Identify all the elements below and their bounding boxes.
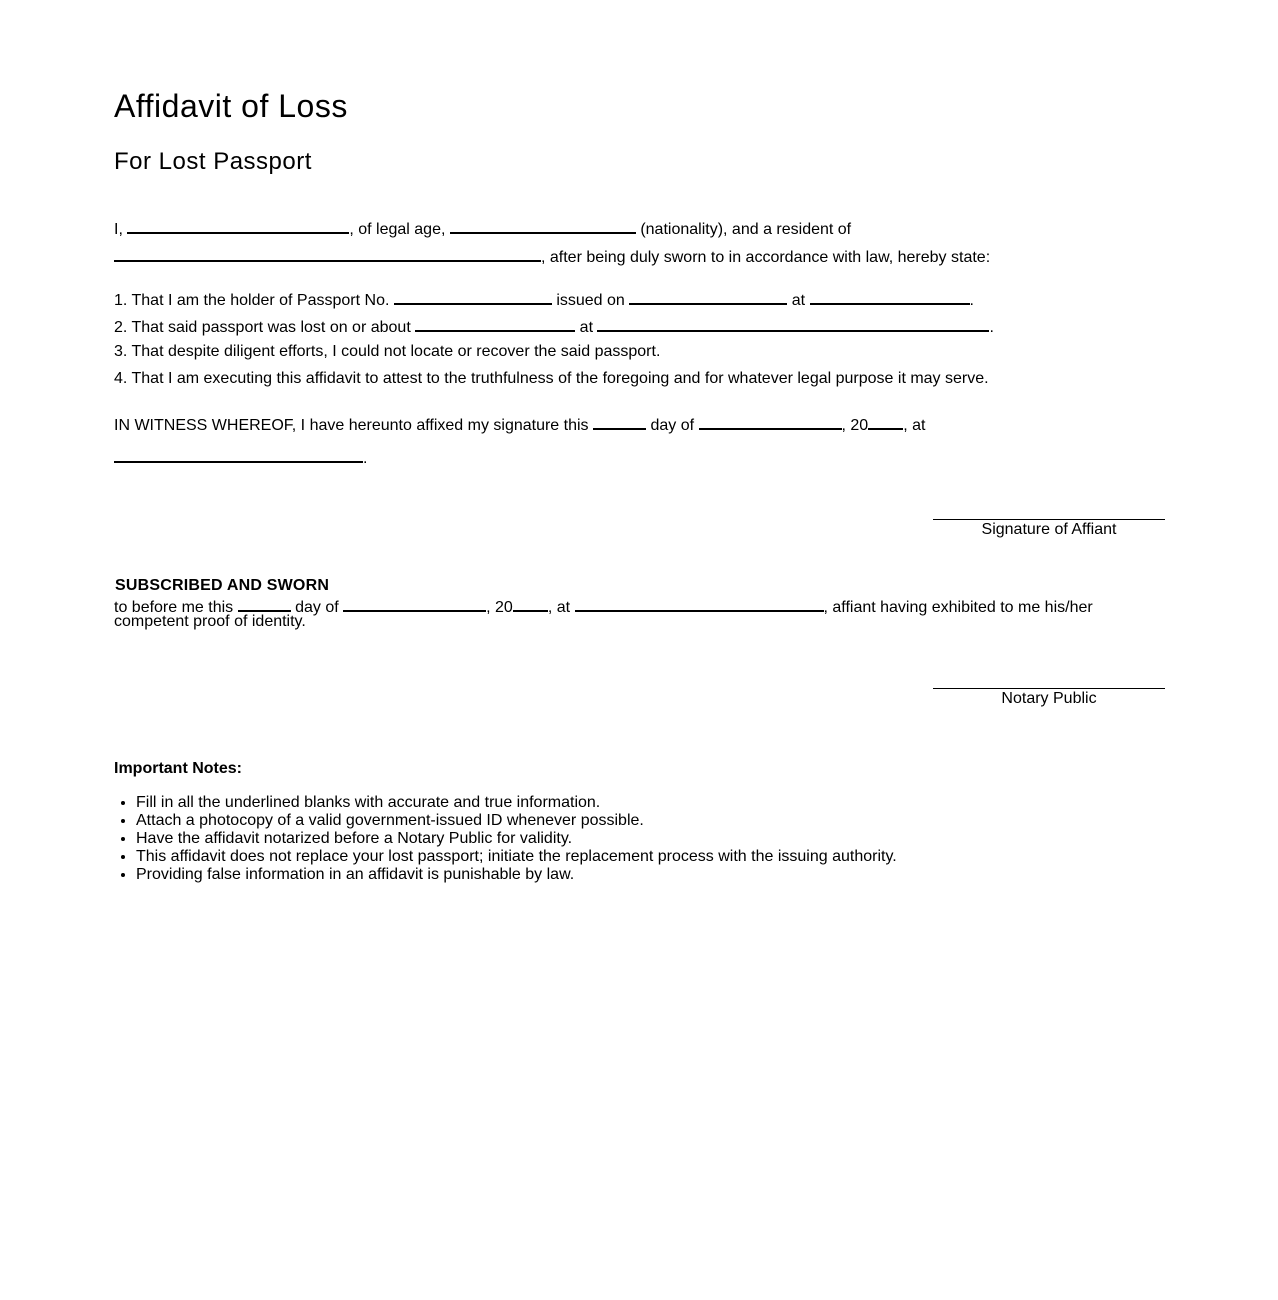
residence-blank[interactable]: [114, 245, 541, 262]
statement-1-issued-on: issued on: [556, 292, 625, 309]
list-item: • Have the affidavit notarized before a Notary Public for validity.: [136, 830, 897, 848]
list-item: • Providing false information in an affidavit is punishable by law.: [136, 866, 897, 884]
notary-signature-label: Notary Public: [1001, 690, 1097, 707]
witness-period: .: [363, 450, 368, 467]
sworn-day-of: day of: [295, 599, 339, 616]
statement-2-at: at: [579, 319, 594, 336]
sworn-place-blank[interactable]: [575, 595, 824, 612]
affiant-signature-label: Signature of Affiant: [981, 521, 1117, 538]
statement-4: 4. That I am executing this affidavit to attest to the truthfulness of the foregoing and for whatever legal purpose it may serve.: [114, 370, 989, 387]
witness-place-blank[interactable]: [114, 446, 363, 463]
sworn-year-blank[interactable]: [513, 595, 548, 612]
statement-3: 3. That despite diligent efforts, I could not locate or recover the said passport.: [114, 343, 661, 360]
witness-year-blank[interactable]: [868, 413, 903, 430]
sworn-day-blank[interactable]: [238, 595, 291, 612]
witness-line-2: [114, 446, 367, 469]
sworn-heading: SUBSCRIBED AND SWORN: [115, 577, 330, 594]
passport-number-blank[interactable]: [394, 288, 552, 305]
document-subtitle: For Lost Passport: [114, 148, 312, 175]
list-item: • Fill in all the underlined blanks with accurate and true information.: [136, 794, 897, 812]
sworn-year-prefix: , 20: [486, 599, 513, 616]
notary-signature-line[interactable]: [933, 688, 1165, 708]
statement-2: [114, 315, 994, 338]
loss-place-blank[interactable]: [597, 315, 989, 332]
loss-date-blank[interactable]: [415, 315, 575, 332]
intro-nationality-label: (nationality), and a resident of: [640, 221, 852, 238]
sworn-suffix: , affiant having exhibited to me his/her: [823, 599, 1093, 616]
witness-year-prefix: , 20: [841, 417, 869, 434]
sworn-month-blank[interactable]: [343, 595, 486, 612]
witness-day-of: day of: [650, 417, 695, 434]
issue-place-blank[interactable]: [810, 288, 970, 305]
statement-1: [114, 288, 974, 311]
sworn-line-2: competent proof of identity.: [114, 613, 306, 630]
witness-line-1: [114, 413, 925, 436]
statement-2-text: 2. That said passport was lost on or about: [114, 319, 411, 336]
list-item: • This affidavit does not replace your lost passport; initiate the replacement process with the issuing authority.: [136, 848, 897, 866]
list-item: • Attach a photocopy of a valid government-issued ID whenever possible.: [136, 812, 897, 830]
notes-heading: Important Notes:: [114, 760, 242, 777]
intro-prefix: I,: [114, 221, 123, 238]
affiant-name-blank[interactable]: [127, 217, 349, 234]
witness-day-blank[interactable]: [593, 413, 646, 430]
document-title: Affidavit of Loss: [114, 88, 348, 124]
statement-1-at: at: [791, 292, 806, 309]
affiant-signature-line[interactable]: [933, 519, 1165, 539]
statement-1-period: .: [969, 292, 974, 309]
intro-line-2: [114, 245, 990, 268]
witness-at: , at: [903, 417, 926, 434]
notes-list: [114, 794, 897, 884]
witness-month-blank[interactable]: [699, 413, 842, 430]
witness-text: IN WITNESS WHEREOF, I have hereunto affixed my signature this: [114, 417, 589, 434]
statement-2-period: .: [989, 319, 994, 336]
statement-1-text: 1. That I am the holder of Passport No.: [114, 292, 390, 309]
intro-sworn-text: , after being duly sworn to in accordance with law, hereby state:: [541, 249, 991, 266]
issue-date-blank[interactable]: [629, 288, 787, 305]
nationality-blank[interactable]: [450, 217, 636, 234]
intro-line-1: [114, 217, 851, 240]
intro-legal-age: , of legal age,: [349, 221, 446, 238]
sworn-at: , at: [547, 599, 571, 616]
sworn-text: to before me this: [114, 599, 234, 616]
